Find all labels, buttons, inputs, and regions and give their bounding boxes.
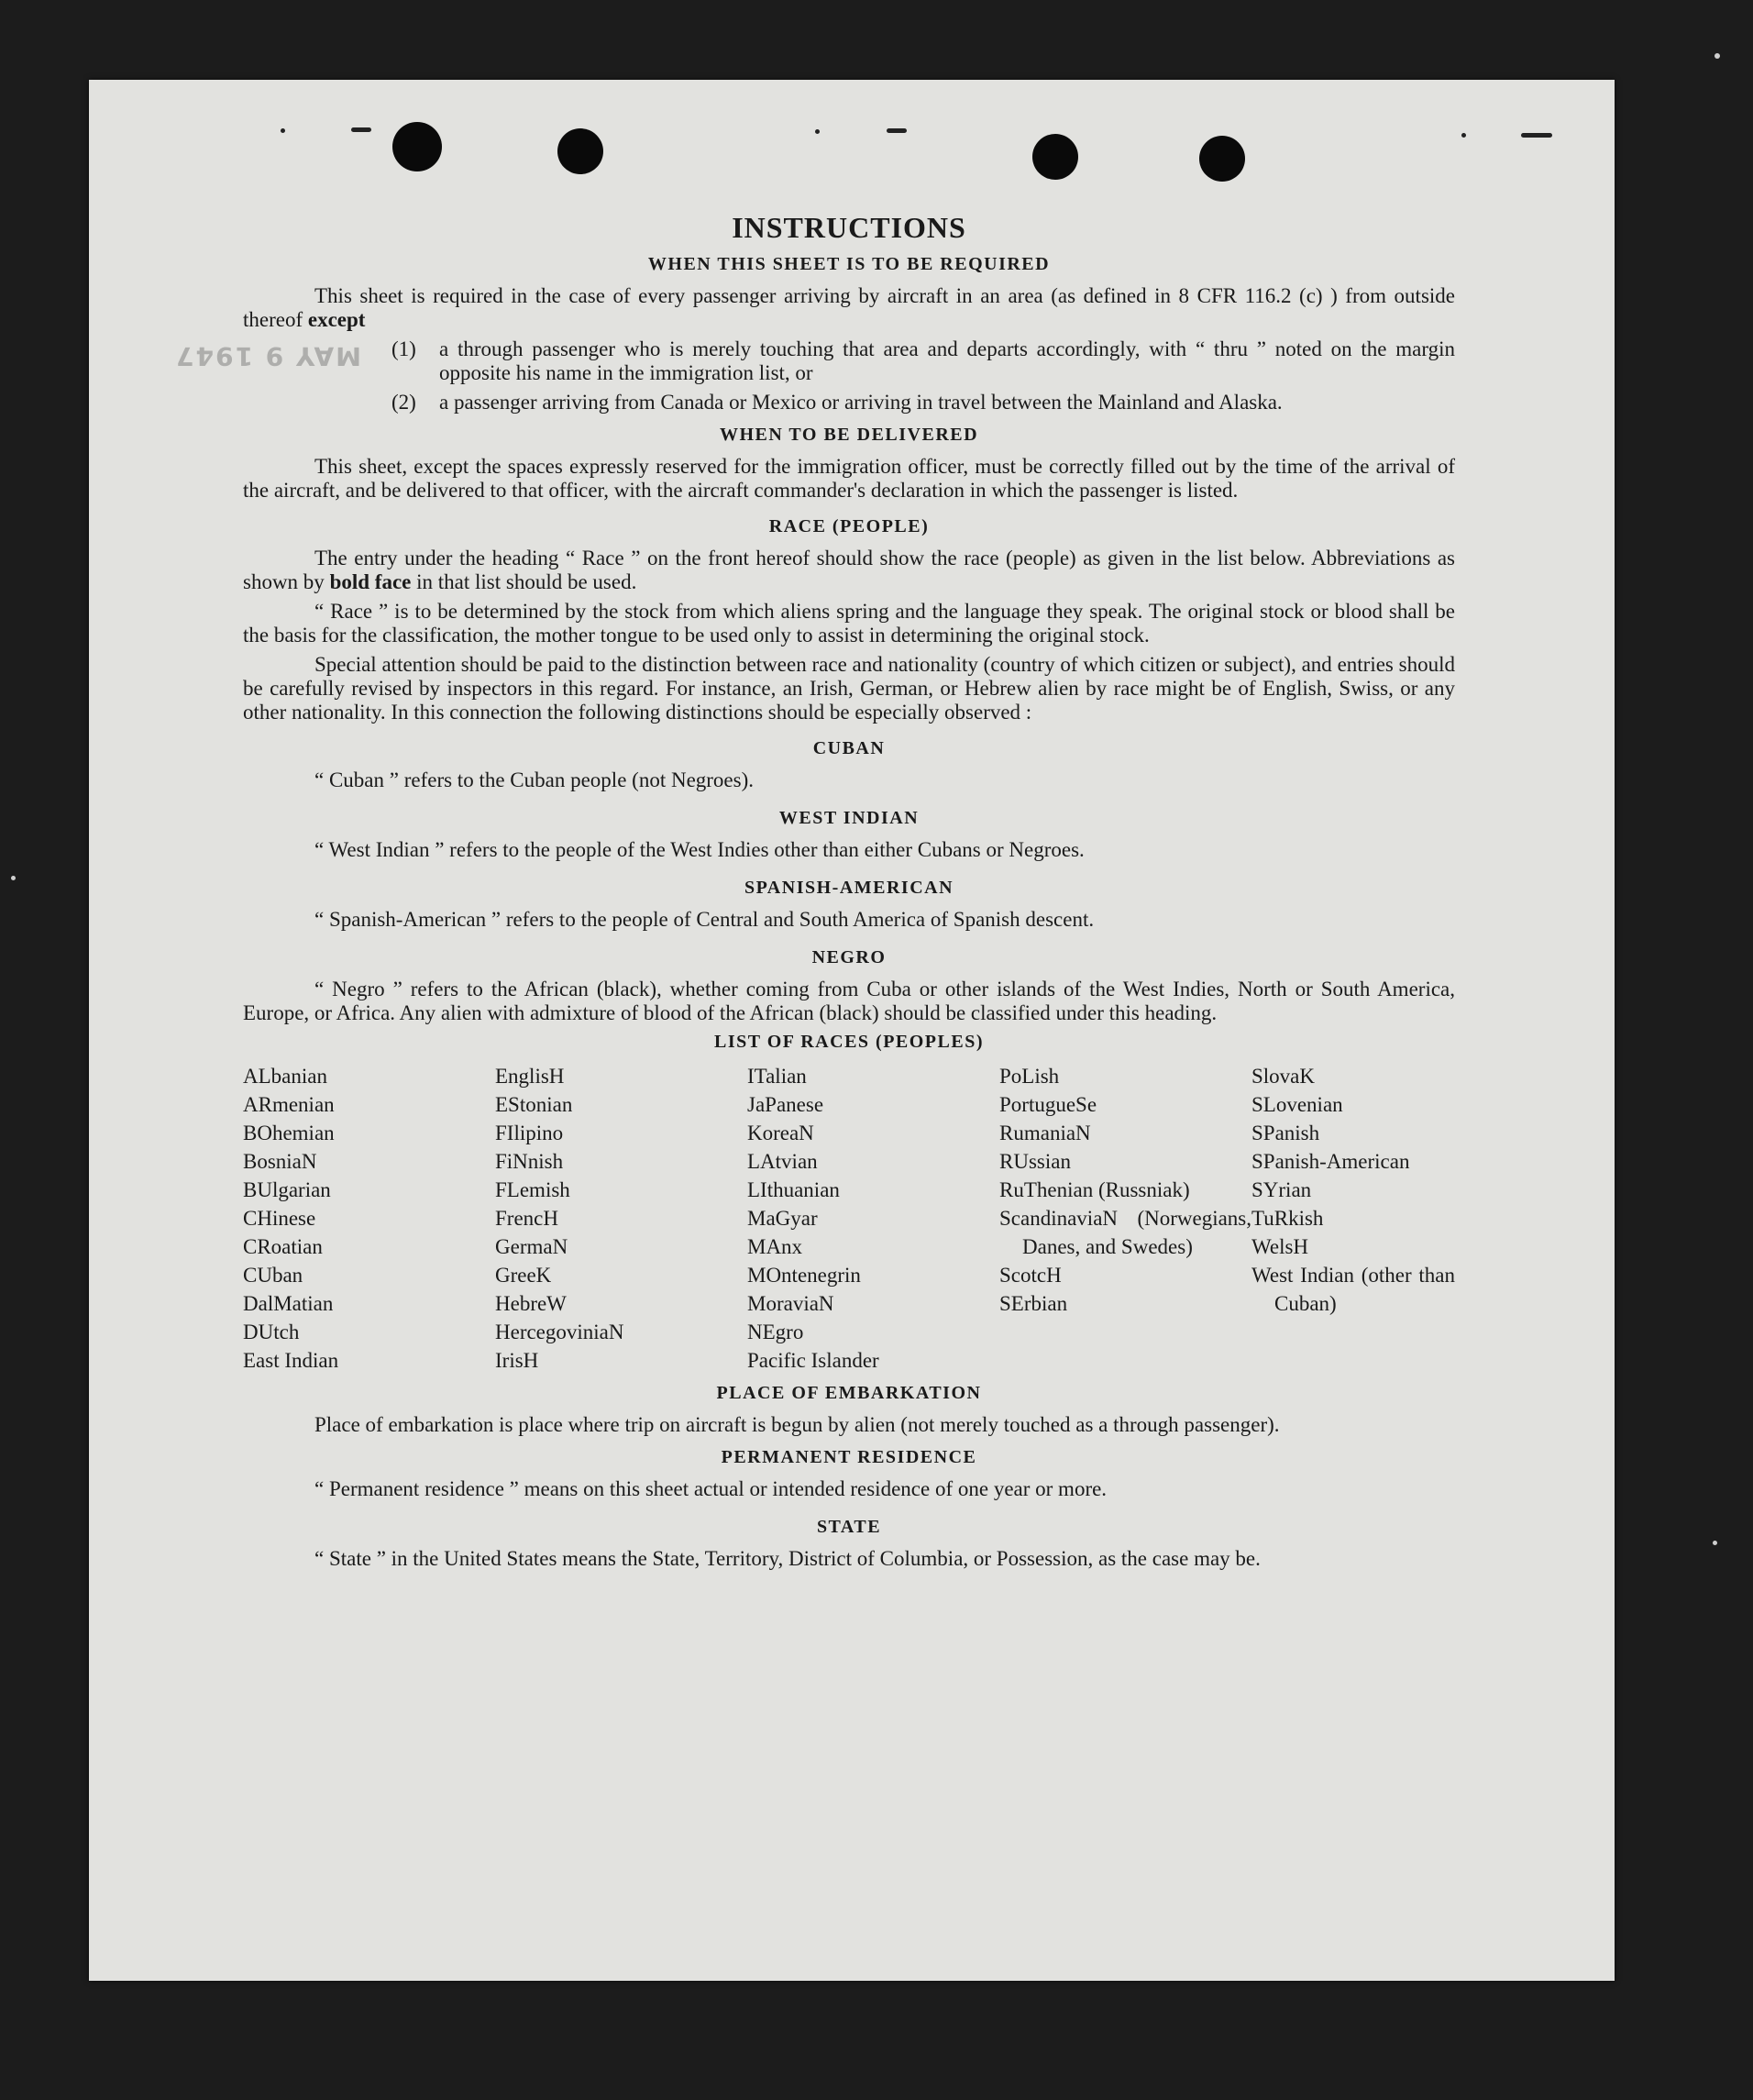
races-column [1251,1062,1455,1375]
race-entry: NEgro [747,1321,804,1343]
race-entry: GermaN [495,1235,568,1258]
race-entry: KoreaN [747,1122,814,1144]
race-p1-bold: bold face [329,570,412,593]
race-entry: HercegoviniaN [495,1321,624,1343]
race-entry: ALbanian [243,1065,327,1088]
race-entry: WelsH [1251,1235,1309,1258]
race-entry: HebreW [495,1292,567,1315]
section-heading-spanish-american: SPANISH-AMERICAN [744,878,954,898]
races-list [243,1062,1455,1375]
race-entry: RumaniaN [999,1122,1091,1144]
section-heading-race: RACE (PEOPLE) [768,516,930,536]
race-entry: DalMatian [243,1292,334,1315]
exception-number: (2) [391,391,416,414]
race-entry: East Indian [243,1349,339,1372]
section-heading-residence: PERMANENT RESIDENCE [721,1447,977,1467]
race-paragraph-3: Special attention should be paid to the distinction between race and nationality (country of which citizen or subject), and entries should be carefully revised by inspectors in this regard. For instance, an Irish, German, or Hebrew alien by race might be of English, Swiss, or any other nationality. In this connection the following distinctions should be especially observed : [243,653,1455,724]
race-entry: West Indian (other than Cuban) [1251,1264,1455,1315]
date-stamp: MAY 9 1947 [174,341,362,371]
section-heading-list-of-races: LIST OF RACES (PEOPLES) [713,1032,984,1052]
race-entry: ScotcH [999,1264,1062,1287]
race-entry: LIthuanian [747,1178,840,1201]
race-entry: ARmenian [243,1093,335,1116]
embarkation-text: Place of embarkation is place where trip on aircraft is begun by alien (not merely touched as a through passenger). [314,1413,1280,1436]
race-entry: RUssian [999,1150,1071,1173]
race-entry: BosniaN [243,1150,317,1173]
race-entry: EnglisH [495,1065,565,1088]
race-entry: MOntenegrin [747,1264,861,1287]
race-entry: FrencH [495,1207,558,1230]
race-entry: CUban [243,1264,303,1287]
negro-text: “ Negro ” refers to the African (black), whether coming from Cuba or other islands of the West Indies, North or South America, Europe, or Africa. Any alien with admixture of blood of the African (black) should be classified under this heading. [243,978,1455,1024]
scan-speck [11,876,16,880]
section-heading-cuban: CUBAN [812,738,886,758]
race-entry: BUlgarian [243,1178,331,1201]
race-entry: MaGyar [747,1207,818,1230]
spanish-american-text: “ Spanish-American ” refers to the people of Central and South America of Spanish descent. [314,908,1095,931]
section-heading-when-required: WHEN THIS SHEET IS TO BE REQUIRED [647,254,1051,274]
section-heading-negro: NEGRO [811,947,887,967]
race-entry: Pacific Islander [747,1349,879,1372]
race-entry: FIlipino [495,1122,564,1144]
race-paragraph-2: “ Race ” is to be determined by the stock from which aliens spring and the language they speak. The original stock or blood shall be the basis for the classification, the mother tongue to be used only to assist in determining the original stock. [243,600,1455,647]
when-required-except: except [307,308,366,331]
race-entry: SPanish-American [1251,1150,1410,1173]
race-entry: SPanish [1251,1122,1320,1144]
race-p1-text-a: The entry under the heading “ Race ” on the front hereof should show the race (people) as given in the list below. Abbreviations as shown by [243,547,1455,593]
scan-mark [1461,133,1466,138]
scan-speck [1714,53,1720,59]
race-entry: PoLish [999,1065,1060,1088]
race-entry: SErbian [999,1292,1068,1315]
section-heading-embarkation: PLACE OF EMBARKATION [716,1383,982,1403]
race-entry: TuRkish [1251,1207,1324,1230]
when-delivered-text: This sheet, except the spaces expressly reserved for the immigration officer, must be correctly filled out by the time of the arrival of the aircraft, and be delivered to that officer, with the aircraft commander's declaration in which the passenger is listed. [243,455,1455,502]
section-heading-when-delivered: WHEN TO BE DELIVERED [719,425,979,445]
race-entry: DUtch [243,1321,300,1343]
race-entry: ITalian [747,1065,807,1088]
race-entry: GreeK [495,1264,552,1287]
race-entry: SlovaK [1251,1065,1315,1088]
race-entry: MoraviaN [747,1292,834,1315]
race-entry: ScandinaviaN (Norwegians, Danes, and Swedes) [999,1207,1251,1258]
races-column [999,1062,1251,1375]
section-heading-west-indian: WEST INDIAN [778,808,920,828]
races-column [747,1062,999,1375]
race-entry: CHinese [243,1207,316,1230]
race-entry: FiNnish [495,1150,564,1173]
race-entry: PortugueSe [999,1093,1097,1116]
cuban-text: “ Cuban ” refers to the Cuban people (not Negroes). [314,768,755,791]
exception-text: a passenger arriving from Canada or Mexico or arriving in travel between the Mainland and Alaska. [439,391,1283,414]
race-entry: LAtvian [747,1150,818,1173]
scan-speck [1713,1541,1717,1545]
race-p1-text-b: in that list should be used. [416,570,637,593]
exception-item [243,337,1455,385]
exception-item [243,391,1455,414]
race-paragraph-1 [243,547,1455,594]
race-entry: SLovenian [1251,1093,1343,1116]
race-entry: IrisH [495,1349,539,1372]
race-entry: JaPanese [747,1093,824,1116]
when-required-intro-text: This sheet is required in the case of every passenger arriving by aircraft in an area (as defined in 8 CFR 116.2 (c) ) from outside thereof [243,284,1455,331]
race-entry: EStonian [495,1093,573,1116]
race-entry: SYrian [1251,1178,1312,1201]
race-entry: BOhemian [243,1122,335,1144]
race-entry: FLemish [495,1178,570,1201]
exception-number: (1) [391,337,416,360]
section-heading-state: STATE [816,1517,882,1537]
race-entry: CRoatian [243,1235,323,1258]
when-required-intro [243,284,1455,332]
races-column [495,1062,747,1375]
races-column [243,1062,495,1375]
state-text: “ State ” in the United States means the State, Territory, District of Columbia, or Possession, as the case may be. [314,1547,1261,1570]
west-indian-text: “ West Indian ” refers to the people of the West Indies other than either Cubans or Negroes. [314,838,1085,861]
exception-text: a through passenger who is merely touching that area and departs accordingly, with “ thru ” noted on the margin opposite his name in the immigration list, or [439,337,1455,384]
race-entry: RuThenian (Russniak) [999,1178,1190,1201]
scan-mark [1521,133,1552,138]
page-title: INSTRUCTIONS [732,211,966,244]
residence-text: “ Permanent residence ” means on this sheet actual or intended residence of one year or more. [314,1477,1108,1500]
instructions-content [243,83,1455,1576]
race-entry: MAnx [747,1235,803,1258]
